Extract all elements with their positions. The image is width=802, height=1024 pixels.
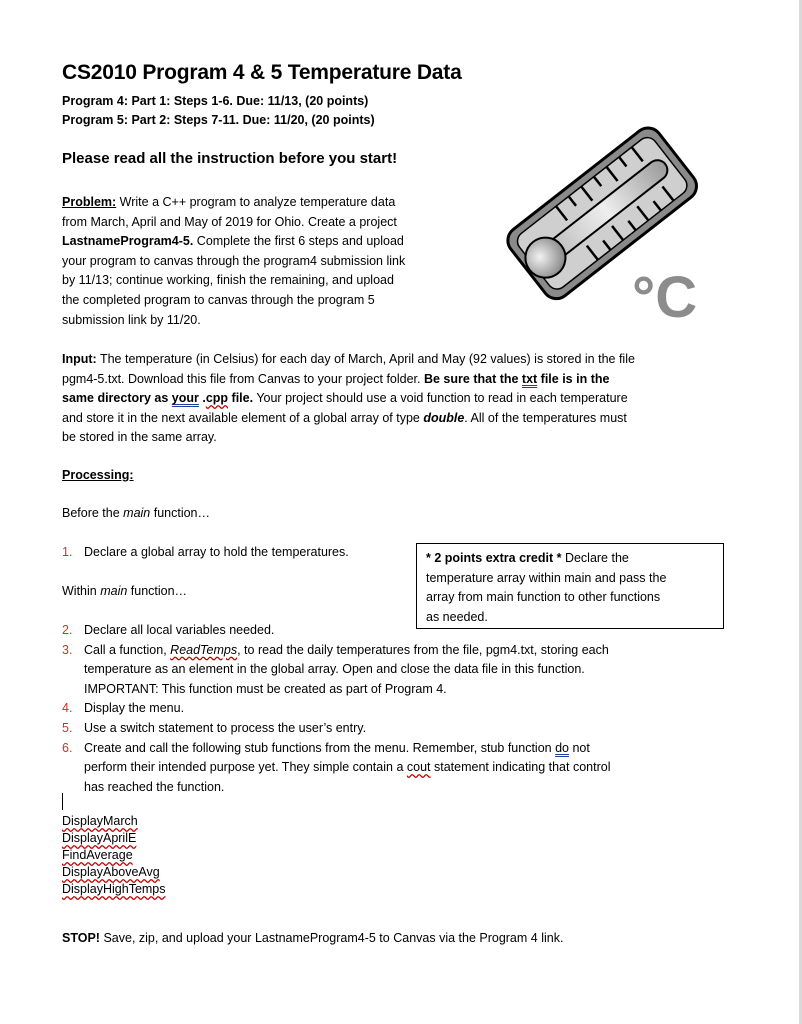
problem-text: Complete the first 6 steps and upload — [193, 234, 404, 249]
steps-list — [62, 621, 752, 797]
input-bold-text: same directory as — [62, 391, 172, 406]
program5-due-line: Program 5: Part 2: Steps 7-11. Due: 11/20, (20 points) — [62, 113, 375, 127]
step-6-line — [62, 758, 752, 778]
step-3-line: temperature as an element in the global array. Open and close the data file in this function. — [84, 662, 585, 677]
problem-line: your program to canvas through the program4 submission link — [62, 253, 406, 268]
program4-due-line: Program 4: Part 1: Steps 1-6. Due: 11/13, (20 points) — [62, 94, 369, 108]
input-text: The temperature (in Celsius) for each day of March, April and May (92 values) is stored in the file — [96, 352, 635, 366]
within-text: Within — [62, 584, 101, 598]
input-bold-text: file. — [228, 391, 254, 406]
step-3-line: IMPORTANT: This function must be created as part of Program 4. — [84, 681, 447, 696]
do-word: do — [555, 740, 569, 755]
input-bold-text: . — [198, 391, 206, 406]
problem-line: the completed program to canvas through the program 5 — [62, 292, 375, 307]
step-text: Create and call the following stub functions from the menu. Remember, stub function — [84, 740, 556, 755]
before-main-line — [62, 504, 210, 524]
extra-credit-bold: * 2 points extra credit * — [426, 551, 562, 565]
step-number: 4. — [62, 701, 73, 716]
step-number: 6. — [62, 740, 73, 755]
input-text: . All of the temperatures must — [464, 410, 627, 425]
step-text: , to read the daily temperatures from the file, pgm4.txt, storing each — [237, 642, 609, 657]
before-text: Before the — [62, 506, 124, 520]
project-name: LastnameProgram4-5. — [62, 234, 194, 249]
your-word: your — [171, 391, 199, 406]
step-5 — [62, 719, 752, 739]
readtemps-word: ReadTemps — [170, 642, 238, 657]
stop-line — [62, 929, 563, 949]
stub-function-list — [62, 813, 166, 898]
step-6-line: has reached the function. — [84, 779, 225, 794]
stub-function-name: FindAverage — [62, 848, 133, 862]
within-text: function… — [127, 584, 188, 598]
step-text: Display the menu. — [84, 701, 185, 716]
input-text: Your project should use a void function to read in each temperature — [253, 391, 628, 406]
input-text: pgm4-5.txt. Download this file from Canvas to your project folder. — [62, 371, 424, 386]
problem-text: Write a C++ program to analyze temperature data — [116, 195, 396, 209]
stop-text: Save, zip, and upload your LastnameProgram4-5 to Canvas via the Program 4 link. — [99, 931, 564, 945]
double-word: double — [423, 410, 465, 425]
step-number: 1. — [62, 545, 73, 559]
input-bold-text: Be sure that the — [423, 371, 522, 386]
step-4 — [62, 699, 752, 719]
problem-paragraph — [62, 193, 482, 330]
extra-credit-line: as needed. — [426, 609, 488, 624]
within-main-line — [62, 582, 187, 602]
extra-credit-box — [416, 543, 724, 629]
extra-credit-line: temperature array within main and pass the — [426, 570, 667, 585]
extra-credit-line: array from main function to other functions — [426, 590, 661, 605]
problem-label: Problem: — [62, 195, 117, 209]
input-text: and store it in the next available element of a global array of type — [62, 410, 424, 425]
main-word: main — [100, 584, 128, 598]
input-bold-text: file is in the — [537, 371, 610, 386]
txt-word: txt — [521, 371, 538, 386]
step-text: Declare all local variables needed. — [84, 623, 275, 637]
step-6 — [62, 739, 752, 759]
step-text: statement indicating that control — [430, 760, 611, 775]
text-cursor — [62, 793, 63, 810]
step-2 — [62, 621, 752, 641]
step-text: Use a switch statement to process the user’s entry. — [84, 720, 367, 735]
stub-function-name: DisplayAboveAvg — [62, 865, 160, 879]
main-word: main — [123, 506, 151, 520]
problem-line: submission link by 11/20. — [62, 312, 201, 327]
stub-function-name: DisplayMarch — [62, 814, 138, 828]
stub-function-name: DisplayAprilE — [62, 831, 137, 845]
cpp-word: cpp — [205, 391, 229, 406]
processing-heading: Processing: — [62, 468, 134, 482]
before-text: function… — [150, 506, 211, 520]
step-text: Call a function, — [84, 642, 171, 657]
document-title: CS2010 Program 4 & 5 Temperature Data — [62, 61, 462, 84]
step-1 — [62, 543, 349, 563]
input-label: Input: — [62, 352, 97, 366]
step-3 — [62, 641, 752, 661]
step-number: 3. — [62, 642, 73, 657]
stop-label: STOP! — [62, 931, 100, 945]
problem-line: from March, April and May of 2019 for Ohio. Create a project — [62, 214, 397, 229]
step-text: perform their intended purpose yet. They simple contain a — [84, 760, 407, 775]
step-text: Declare a global array to hold the temperatures. — [84, 545, 349, 559]
problem-line: by 11/13; continue working, finish the remaining, and upload — [62, 273, 394, 288]
step-number: 5. — [62, 720, 73, 735]
read-instructions-heading: Please read all the instruction before you start! — [62, 150, 398, 167]
input-line: be stored in the same array. — [62, 430, 217, 445]
celsius-label: °C — [632, 265, 698, 330]
step-text: not — [569, 740, 590, 755]
step-number: 2. — [62, 623, 73, 637]
input-paragraph — [62, 350, 752, 448]
stub-function-name: DisplayHighTemps — [62, 882, 166, 896]
cout-word: cout — [406, 760, 431, 775]
extra-credit-text: Declare the — [561, 551, 629, 565]
